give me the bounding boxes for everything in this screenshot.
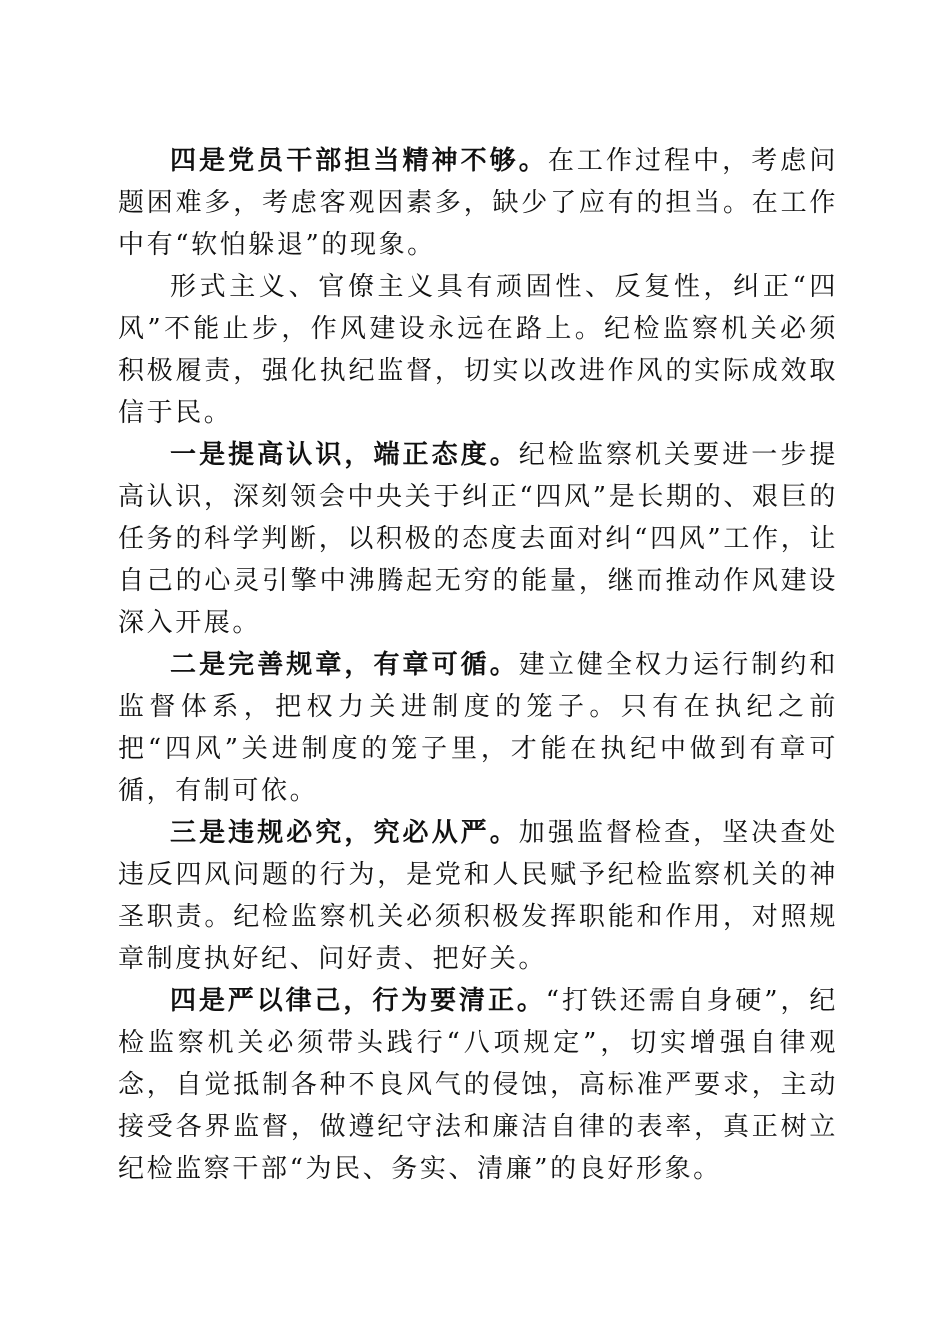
paragraph-1: [118, 140, 838, 266]
paragraph-4: [118, 644, 838, 812]
paragraph-1-lead: 四是党员干部担当精神不够。: [170, 146, 548, 176]
document-body: [118, 140, 838, 1190]
paragraph-3: [118, 434, 838, 644]
paragraph-2: [118, 266, 838, 434]
paragraph-6-lead: 四是严以律己，行为要清正。: [170, 986, 546, 1016]
paragraph-1-body: 在工作过程中，考虑问题困难多，考虑客观因素多，缺少了应有的担当。在工作中有“软怕躲退”的现象。: [118, 146, 838, 260]
paragraph-2-body: 形式主义、官僚主义具有顽固性、反复性，纠正“四风”不能止步，作风建设永远在路上。纪检监察机关必须积极履责，强化执纪监督，切实以改进作风的实际成效取信于民。: [118, 272, 838, 428]
paragraph-3-lead: 一是提高认识，端正态度。: [170, 440, 519, 470]
paragraph-6: [118, 980, 838, 1190]
paragraph-5: [118, 812, 838, 980]
paragraph-4-body: 建立健全权力运行制约和监督体系，把权力关进制度的笼子。只有在执纪之前把“四风”关进制度的笼子里，才能在执纪中做到有章可循，有制可依。: [118, 650, 838, 806]
paragraph-3-body: 纪检监察机关要进一步提高认识，深刻领会中央关于纠正“四风”是长期的、艰巨的任务的科学判断，以积极的态度去面对纠“四风”工作，让自己的心灵引擎中沸腾起无穷的能量，继而推动作风建设深入开展。: [118, 440, 838, 638]
paragraph-4-lead: 二是完善规章，有章可循。: [170, 650, 519, 680]
paragraph-5-lead: 三是违规必究，究必从严。: [170, 818, 519, 848]
paragraph-6-body: “打铁还需自身硬”，纪检监察机关必须带头践行“八项规定”，切实增强自律观念，自觉抵制各种不良风气的侵蚀，高标准严要求，主动接受各界监督，做遵纪守法和廉洁自律的表率，真正树立纪检监察干部“为民、务实、清廉”的良好形象。: [118, 986, 838, 1184]
paragraph-5-body: 加强监督检查，坚决查处违反四风问题的行为，是党和人民赋予纪检监察机关的神圣职责。纪检监察机关必须积极发挥职能和作用，对照规章制度执好纪、问好责、把好关。: [118, 818, 838, 974]
